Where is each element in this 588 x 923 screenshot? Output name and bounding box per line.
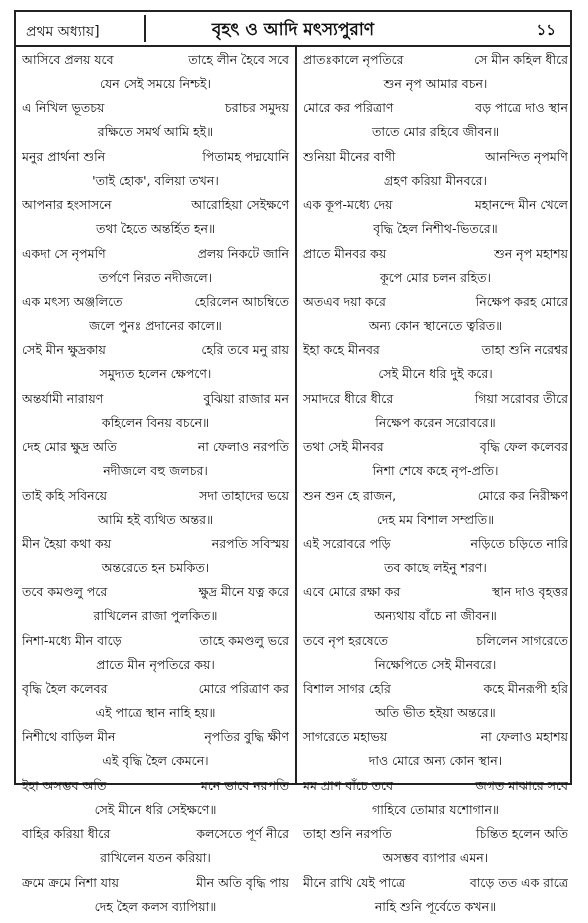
verse-line — [22, 415, 289, 439]
verse-line — [22, 100, 289, 124]
page-frame — [14, 10, 572, 914]
verse-line — [22, 729, 289, 753]
verse-stanza — [303, 681, 568, 729]
verse-line — [22, 608, 289, 632]
verse-phrase-closing: দেহ হৈল কলস ব্যাপিয়া॥ — [94, 898, 217, 914]
verse-line — [303, 221, 568, 245]
verse-line — [303, 52, 568, 76]
verse-stanza — [22, 246, 289, 294]
verse-phrase-second: নড়িতে চড়িতে নারি — [470, 535, 568, 551]
verse-line — [22, 753, 289, 777]
verse-phrase-closing: যেন সেই সময়ে নিশ্চই। — [100, 76, 211, 91]
verse-phrase-first: সাগরেতে মহাভয় — [303, 729, 388, 745]
verse-phrase-first: অতএব দয়া করে — [303, 293, 386, 309]
verse-phrase-second: মহানন্দে মীন খেলে — [474, 197, 568, 213]
verse-line — [22, 76, 289, 100]
verse-phrase-first: এক কূপ-মধ্যে দেয় — [303, 197, 393, 213]
verse-line — [303, 584, 568, 608]
right-column — [295, 47, 574, 914]
verse-phrase-closing: রাখিলেন রাজা পুলকিত॥ — [93, 608, 218, 624]
verse-phrase-first: শুনিয়া মীনের বাণী — [303, 148, 396, 164]
verse-line — [303, 875, 568, 899]
verse-phrase-closing: গাহিবে তোমার যশোগান॥ — [372, 801, 499, 817]
verse-phrase-closing: সেই মীনে ধরি সেইক্ষণে॥ — [94, 801, 217, 817]
verse-line — [303, 173, 568, 197]
verse-phrase-second: স্থান দাও বৃহত্তর — [491, 584, 568, 600]
verse-phrase-second: ক্ষুদ্র মীনে যত্ন করে — [198, 584, 289, 600]
verse-line — [22, 850, 289, 874]
verse-stanza — [303, 197, 568, 245]
verse-line — [303, 753, 568, 777]
verse-phrase-first: দেহ মোর ক্ষুদ্র অতি — [22, 439, 117, 455]
verse-phrase-first: একদা সে নৃপমণি — [22, 245, 106, 261]
verse-phrase-second: তাহে কমণ্ডলু ভরে — [199, 632, 289, 648]
verse-line — [303, 560, 568, 584]
verse-line — [22, 221, 289, 245]
page-title: বৃহৎ ও আদি মৎস্যপুরাণ — [211, 20, 375, 40]
verse-line — [303, 246, 568, 270]
verse-phrase-second: কলসেতে পূর্ণ নীরে — [196, 826, 289, 842]
verse-phrase-first: ক্রমে ক্রমে নিশা যায় — [22, 874, 119, 890]
chapter-label: প্রথম অধ্যায়] — [26, 24, 100, 40]
verse-phrase-closing: নিক্ষেপ করেন সরোবরে॥ — [375, 414, 496, 430]
verse-phrase-second: মোরে কর নিরীক্ষণ — [477, 487, 568, 503]
verse-line — [303, 826, 568, 850]
verse-phrase-second: না ফেলাও নরপতি — [197, 439, 289, 455]
verse-stanza — [22, 778, 289, 826]
verse-stanza — [22, 536, 289, 584]
verse-line — [303, 512, 568, 536]
verse-line — [22, 875, 289, 899]
verse-line — [22, 633, 289, 657]
verse-phrase-second: হেরি তবে মনু রায় — [201, 342, 289, 358]
verse-stanza — [303, 342, 568, 390]
verse-stanza — [22, 294, 289, 342]
verse-phrase-second: বৃদ্ধি ফেল কলেবর — [479, 439, 568, 455]
verse-phrase-first: মীন হৈয়া কথা কয় — [22, 535, 112, 551]
verse-stanza — [303, 729, 568, 777]
verse-phrase-first: এ নিখিল ভূতচয় — [22, 100, 105, 116]
verse-phrase-first: সমাদরে ধীরে ধীরে — [303, 390, 394, 406]
verse-line — [303, 899, 568, 923]
verse-line — [22, 439, 289, 463]
verse-stanza — [303, 294, 568, 342]
verse-line — [303, 439, 568, 463]
verse-line — [303, 76, 568, 100]
verse-line — [22, 584, 289, 608]
verse-line — [303, 318, 568, 342]
verse-phrase-closing: জলে পুনঃ প্রদানের কালে॥ — [89, 317, 222, 333]
verse-stanza — [303, 488, 568, 536]
verse-phrase-closing: 'তাই হোক', বলিয়া তখন। — [92, 172, 219, 188]
verse-phrase-first: প্রাতঃকালে নৃপতিরে — [303, 52, 404, 67]
verse-phrase-closing: তব কাছে লইনু শরণ। — [384, 559, 487, 575]
verse-phrase-closing: তর্পণে নিরত নদীজলে। — [98, 269, 213, 285]
verse-stanza — [22, 391, 289, 439]
verse-line — [22, 802, 289, 826]
verse-line — [303, 681, 568, 705]
verse-phrase-second: শুন নৃপ মহাশয় — [493, 245, 568, 261]
verse-line — [22, 778, 289, 802]
verse-phrase-second: সে মীন কহিল ধীরে — [474, 52, 568, 67]
verse-stanza — [22, 729, 289, 777]
verse-stanza — [303, 584, 568, 632]
verse-phrase-second: আরোহিয়া সেইক্ষণে — [191, 197, 289, 213]
verse-line — [22, 270, 289, 294]
verse-phrase-second: কহে মীনরূপী হরি — [483, 681, 568, 697]
verse-line — [22, 536, 289, 560]
verse-phrase-second: চলিলেন সাগরেতে — [476, 632, 568, 648]
verse-phrase-closing: আমি হই ব্যথিত অন্তর॥ — [97, 511, 214, 527]
verse-stanza — [22, 488, 289, 536]
verse-phrase-first: মনুর প্রার্থনা শুনি — [22, 148, 106, 164]
verse-phrase-closing: অসম্ভব ব্যাপার এমন। — [382, 850, 489, 866]
verse-phrase-second: প্রলয় নিকটে জানি — [197, 245, 289, 261]
verse-line — [303, 608, 568, 632]
verse-stanza — [303, 633, 568, 681]
verse-line — [303, 488, 568, 512]
verse-line — [303, 415, 568, 439]
page-number: ১১ — [536, 21, 556, 39]
verse-stanza — [22, 681, 289, 729]
verse-line — [22, 512, 289, 536]
verse-line — [303, 633, 568, 657]
verse-phrase-first: অন্তর্যামী নারায়ণ — [22, 390, 104, 406]
verse-phrase-closing: কহিলেন বিনয় বচনে॥ — [101, 414, 210, 430]
verse-phrase-closing: রাখিলেন যতন করিয়া। — [100, 850, 211, 866]
verse-phrase-second: মোরে পরিত্রাণ কর — [198, 681, 289, 697]
verse-line — [303, 197, 568, 221]
verse-phrase-first: আসিবে প্রলয় যবে — [22, 52, 114, 67]
verse-stanza — [303, 778, 568, 826]
verse-stanza — [22, 875, 289, 923]
verse-line — [303, 342, 568, 366]
verse-phrase-closing: অন্য কোন স্থানেতে ত্বরিত॥ — [368, 317, 503, 333]
verse-phrase-second: নরপতি সবিস্ময় — [211, 535, 289, 551]
verse-stanza — [22, 342, 289, 390]
verse-line — [303, 149, 568, 173]
verse-phrase-closing: প্রাতে মীন নৃপতিরে কয়। — [96, 656, 215, 672]
verse-line — [22, 197, 289, 221]
verse-stanza — [303, 536, 568, 584]
verse-phrase-second: চরাচর সমুদয় — [225, 100, 289, 116]
verse-phrase-first: তবে নৃপ হরষেতে — [303, 632, 389, 648]
verse-line — [22, 318, 289, 342]
verse-phrase-closing: দাও মোরে অন্য কোন স্থান। — [368, 753, 503, 769]
verse-phrase-closing: দেহ মম বিশাল সম্প্রতি॥ — [376, 511, 495, 527]
verse-line — [303, 391, 568, 415]
verse-line — [22, 294, 289, 318]
verse-phrase-second: নৃপতির বুদ্ধি ক্ষীণ — [204, 729, 289, 745]
verse-stanza — [22, 100, 289, 148]
verse-phrase-closing: নিশা শেষে কহে নৃপ-প্রতি। — [372, 463, 499, 479]
verse-line — [22, 488, 289, 512]
verse-phrase-closing: সেই মীনে ধরি দুই করে। — [378, 366, 493, 382]
verse-line — [22, 149, 289, 173]
verse-phrase-closing: অতি ভীত হইয়া অন্তরে॥ — [375, 705, 496, 721]
verse-stanza — [303, 391, 568, 439]
verse-phrase-second: বুঝিয়া রাজার মন — [203, 390, 289, 406]
verse-line — [303, 366, 568, 390]
verse-stanza — [22, 633, 289, 681]
verse-phrase-closing: রক্ষিতে সমর্থ আমি হই॥ — [97, 124, 214, 140]
verse-line — [22, 705, 289, 729]
verse-phrase-first: শুন শুন হে রাজন, — [303, 487, 397, 503]
verse-phrase-second: চিন্তিত হলেন অতি — [476, 826, 568, 842]
verse-line — [22, 124, 289, 148]
verse-line — [22, 826, 289, 850]
verse-phrase-second: বাড়ে তত এক রাত্রে — [469, 874, 568, 890]
verse-line — [303, 657, 568, 681]
verse-line — [22, 560, 289, 584]
verse-line — [303, 270, 568, 294]
verse-phrase-first: ইহা অসম্ভব অতি — [22, 777, 107, 793]
verse-phrase-first: বৃদ্ধি হৈল কলেবর — [22, 681, 108, 697]
verse-line — [303, 463, 568, 487]
verse-phrase-first: আপনার হংসাসনে — [22, 197, 112, 213]
verse-phrase-second: জগত মাঝারে সবে — [475, 777, 568, 793]
verse-phrase-first: নিশা-মধ্যে মীন বাড়ে — [22, 632, 122, 648]
verse-phrase-second: সদা তাহাদের ভয়ে — [199, 487, 289, 503]
verse-phrase-closing: নাহি শুনি পূর্বেতে কখন॥ — [374, 898, 497, 914]
verse-phrase-first: বাহির করিয়া ধীরে — [22, 826, 111, 842]
verse-phrase-closing: এই বৃদ্ধি হৈল কেমনে। — [102, 753, 209, 769]
verse-stanza — [303, 439, 568, 487]
verse-line — [303, 124, 568, 148]
verse-stanza — [22, 584, 289, 632]
verse-stanza — [22, 826, 289, 874]
verse-phrase-first: ইহা কহে মীনবর — [303, 342, 380, 358]
verse-phrase-first: নিশীথে বাড়িল মীন — [22, 729, 116, 745]
verse-phrase-second: পিতামহ পদ্মযোনি — [202, 148, 289, 164]
verse-stanza — [22, 149, 289, 197]
verse-phrase-first: মম প্রাণ বাঁচে তবে — [303, 777, 394, 793]
verse-phrase-first: তাহা শুনি নরপতি — [303, 826, 392, 842]
verse-stanza — [22, 52, 289, 100]
verse-phrase-second: মনে ভাবে নরপতি — [200, 777, 289, 793]
verse-phrase-first: বিশাল সাগর হেরি — [303, 681, 391, 697]
verse-stanza — [22, 439, 289, 487]
verse-phrase-second: বড় পাত্রে দাও স্থান — [475, 100, 568, 116]
verse-phrase-closing: সমুদ্যত হলেন ক্ষেপণে। — [99, 366, 212, 382]
verse-line — [303, 850, 568, 874]
verse-line — [22, 52, 289, 76]
verse-line — [22, 681, 289, 705]
verse-line — [303, 294, 568, 318]
verse-phrase-closing: তাতে মোর রহিবে জীবন॥ — [371, 124, 500, 140]
verse-phrase-closing: অন্তরেতে হন চমকিত। — [101, 559, 210, 575]
verse-line — [22, 899, 289, 923]
verse-stanza — [303, 149, 568, 197]
verse-phrase-first: সেই মীন ক্ষুদ্রকায় — [22, 342, 106, 358]
verse-phrase-closing: এই পাত্রে স্থান নাহি হয়॥ — [95, 705, 216, 721]
verse-stanza — [303, 826, 568, 874]
verse-phrase-first: তবে কমণ্ডলু পরে — [22, 584, 108, 600]
verse-line — [303, 729, 568, 753]
verse-phrase-closing: বৃদ্ধি হৈল নিশীথ-ভিতরে॥ — [373, 221, 498, 237]
verse-line — [22, 391, 289, 415]
verse-phrase-closing: গ্রহণ করিয়া মীনবরে। — [384, 172, 487, 188]
verse-phrase-closing: নদীজলে বহু জলচর। — [103, 463, 208, 479]
verse-phrase-closing: শুন নৃপ আমার বচন। — [383, 76, 488, 91]
verse-line — [303, 778, 568, 802]
verse-line — [303, 705, 568, 729]
verse-phrase-second: তাহা শুনি নরেশ্বর — [481, 342, 568, 358]
verse-line — [303, 802, 568, 826]
verse-line — [303, 100, 568, 124]
verse-phrase-first: এক মৎস্য অঞ্জলিতে — [22, 293, 123, 309]
verse-phrase-second: আনন্দিত নৃপমণি — [484, 148, 568, 164]
verse-line — [303, 536, 568, 560]
verse-phrase-first: তথা সেই মীনবর — [303, 439, 384, 455]
verse-phrase-second: মীন অতি বৃদ্ধি পায় — [196, 874, 289, 890]
verse-phrase-closing: নিক্ষেপিতে সেই মীনবরে। — [374, 656, 497, 672]
verse-phrase-first: এবে মোরে রক্ষা কর — [303, 584, 401, 600]
verse-phrase-first: মীনে রাখি যেই পাত্রে — [303, 874, 406, 890]
verse-phrase-closing: তথা হৈতে অন্তর্হিত হন॥ — [95, 221, 216, 237]
verse-line — [22, 657, 289, 681]
verse-phrase-first: এই সরোবরে পড়ি — [303, 535, 391, 551]
verse-phrase-closing: কূপে মোর চলন রহিত। — [379, 269, 492, 285]
verse-phrase-second: নিক্ষেপ করহ মোরে — [475, 293, 568, 309]
verse-phrase-second: হেরিলেন আচম্বিতে — [194, 293, 289, 309]
verse-line — [22, 246, 289, 270]
left-column — [16, 47, 295, 914]
verse-line — [22, 463, 289, 487]
verse-phrase-second: তাহে লীন হৈবে সবে — [188, 52, 289, 67]
verse-phrase-first: মোরে কর পরিত্রাণ — [303, 100, 394, 116]
verse-stanza — [303, 246, 568, 294]
verse-stanza — [22, 197, 289, 245]
verse-line — [22, 342, 289, 366]
verse-line — [22, 366, 289, 390]
verse-phrase-second: গিয়া সরোবর তীরে — [474, 390, 568, 406]
verse-phrase-second: না ফেলাও মহাশয় — [480, 729, 568, 745]
verse-phrase-closing: অন্যথায় বাঁচে না জীবন॥ — [374, 608, 497, 624]
verse-stanza — [303, 100, 568, 148]
verse-phrase-first: তাই কহি সবিনয়ে — [22, 487, 107, 503]
verse-line — [22, 173, 289, 197]
verse-phrase-first: প্রাতে মীনবর কয় — [303, 245, 387, 261]
verse-stanza — [303, 52, 568, 100]
verse-stanza — [303, 875, 568, 923]
page-header — [16, 12, 570, 47]
